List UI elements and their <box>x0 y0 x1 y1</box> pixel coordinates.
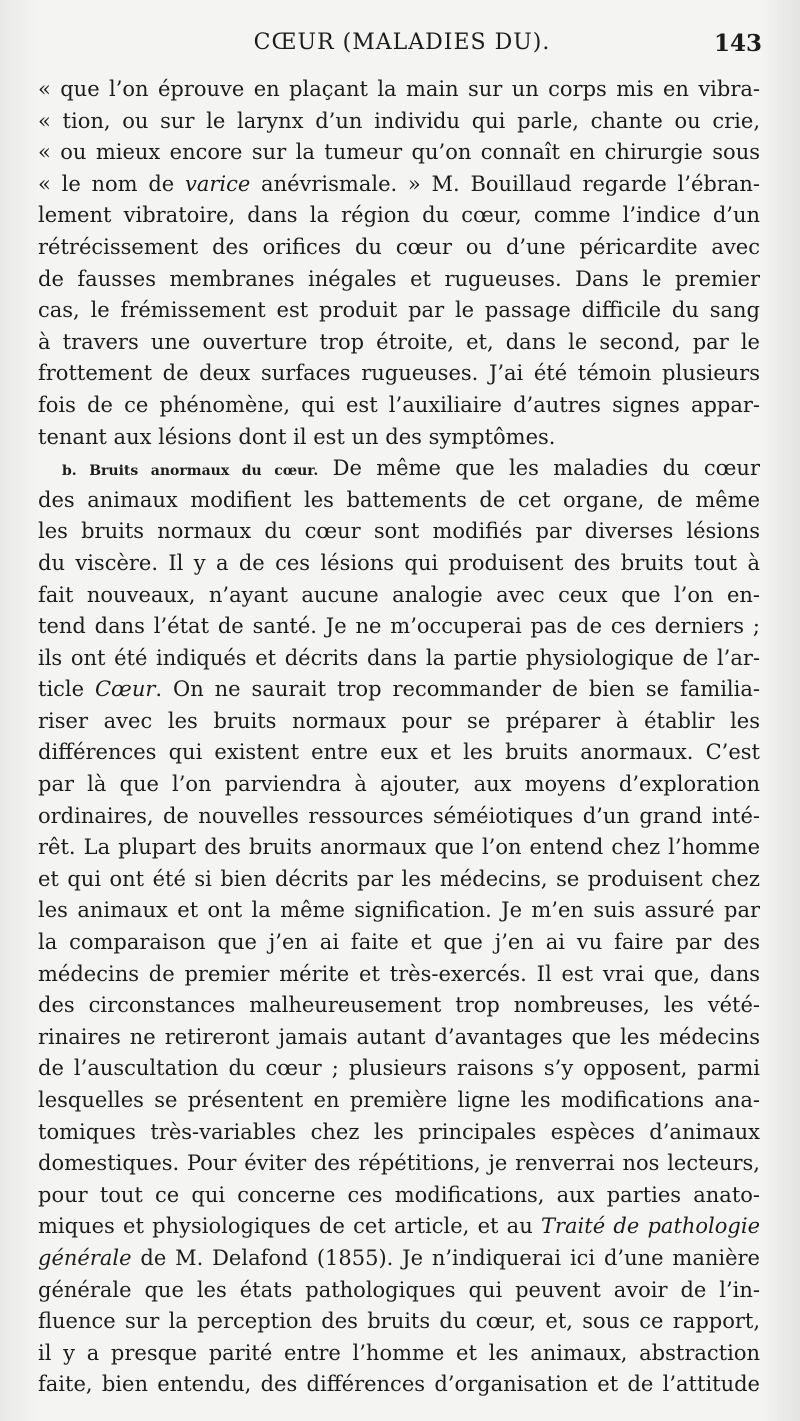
text-line <box>38 1243 760 1275</box>
text-line <box>38 548 760 580</box>
text-run: rêt. La plupart des bruits anormaux que l’on entend chez l’homme <box>38 835 760 860</box>
text-run: du viscère. Il y a de ces lésions qui produisent des bruits tout à <box>38 550 760 575</box>
text-run: rinaires ne retireront jamais autant d’avantages que les médecins <box>38 1024 760 1049</box>
text-line <box>38 832 760 864</box>
text-run: ils ont été indiqués et décrits dans la partie physiologique de l’ar- <box>38 645 760 670</box>
text-line <box>38 137 760 169</box>
text-line <box>38 264 760 296</box>
text-run: médecins de premier mérite et très-exercés. Il est vrai que, dans <box>38 961 760 986</box>
text-line <box>38 643 760 675</box>
text-run: anévrismale. » M. Bouillaud regarde l’ébran- <box>250 171 760 196</box>
text-run: cas, le frémissement est produit par le passage difficile du sang <box>38 298 760 323</box>
text-run: de fausses membranes inégales et rugueuses. Dans le premier <box>38 266 760 291</box>
text-line <box>38 106 760 138</box>
text-line <box>38 516 760 548</box>
text-run: « tion, ou sur le larynx d’un individu qui parle, chante ou crie, <box>38 108 760 133</box>
text-line <box>38 769 760 801</box>
text-run: générale que les états pathologiques qui peuvent avoir de l’in- <box>38 1277 760 1302</box>
text-line <box>38 864 760 896</box>
text-run: domestiques. Pour éviter des répétitions, je renverrai nos lecteurs, <box>38 1151 760 1176</box>
text-line <box>38 1369 760 1401</box>
text-run: la comparaison que j’en ai faite et que j’en ai vu faire par des <box>38 930 760 955</box>
italic-run: générale <box>38 1245 132 1270</box>
text-line <box>38 580 760 612</box>
text-run: fois de ce phénomène, qui est l’auxiliaire d’autres signes appar- <box>38 392 760 417</box>
text-run: « le nom de <box>38 171 185 196</box>
text-line <box>38 1211 760 1243</box>
text-line <box>38 390 760 422</box>
page-header <box>38 28 766 62</box>
running-head: CŒUR (MALADIES DU). <box>253 30 551 55</box>
text-run: les animaux et ont la même signification. Je m’en suis assuré par <box>38 898 760 923</box>
text-run: . On ne saurait trop recommander de bien se familia- <box>155 677 760 702</box>
text-run: il y a presque parité entre l’homme et les animaux, abstraction <box>38 1340 760 1365</box>
text-run: lesquelles se présentent en première ligne les modifications ana- <box>38 1088 760 1112</box>
text-run: fluence sur la perception des bruits du cœur, et, sous ce rapport, <box>38 1309 760 1334</box>
text-line <box>38 1180 760 1212</box>
text-run: pour tout ce qui concerne ces modifications, aux parties anato- <box>38 1182 760 1207</box>
text-line <box>38 1053 760 1085</box>
text-run: fait nouveaux, n’ayant aucune analogie avec ceux que l’on en- <box>38 582 760 607</box>
italic-run: varice <box>184 171 251 196</box>
text-line <box>38 200 760 232</box>
text-line <box>38 706 760 738</box>
text-run: lement vibratoire, dans la région du cœur, comme l’indice d’un <box>38 203 760 228</box>
text-line <box>38 485 760 517</box>
text-line <box>38 327 760 359</box>
text-run: faite, bien entendu, des différences d’organisation et de l’attitude <box>38 1372 760 1397</box>
italic-run: Traité de pathologie <box>540 1214 760 1239</box>
text-line <box>38 611 760 643</box>
text-line <box>38 927 760 959</box>
text-line <box>38 1117 760 1149</box>
text-run: de l’auscultation du cœur ; plusieurs raisons s’y opposent, parmi <box>38 1056 760 1081</box>
text-run: « que l’on éprouve en plaçant la main sur un corps mis en vibra- <box>38 77 760 101</box>
body-text <box>38 74 760 1401</box>
text-line <box>38 1022 760 1054</box>
text-run: riser avec les bruits normaux pour se préparer à établir les <box>38 708 760 733</box>
text-line <box>38 1275 760 1307</box>
text-run: des animaux modifient les battements de cet organe, de même <box>38 487 760 512</box>
text-run: et qui ont été si bien décrits par les médecins, se produisent chez <box>38 866 760 891</box>
text-line <box>38 453 760 485</box>
text-run: De même que les maladies du cœur <box>318 456 760 481</box>
text-run: miques et physiologiques de cet article, et au <box>38 1214 541 1239</box>
italic-run: Cœur <box>94 677 156 702</box>
text-line <box>38 1148 760 1180</box>
text-line <box>38 674 760 706</box>
text-run: de M. Delafond (1855). Je n’indiquerai ici d’une manière <box>131 1245 760 1270</box>
text-run: tenant aux lésions dont il est un des symptômes. <box>38 424 556 449</box>
text-line <box>38 232 760 264</box>
text-run: ordinaires, de nouvelles ressources séméiotiques d’un grand inté- <box>38 803 760 828</box>
text-line <box>38 1306 760 1338</box>
text-line <box>38 358 760 390</box>
text-line <box>38 959 760 991</box>
text-line <box>38 801 760 833</box>
text-line <box>38 295 760 327</box>
text-run: ticle <box>38 677 95 702</box>
text-line <box>38 737 760 769</box>
text-line <box>38 990 760 1022</box>
text-line <box>38 422 760 454</box>
text-run: à travers une ouverture trop étroite, et, dans le second, par le <box>38 329 760 354</box>
text-run: par là que l’on parviendra à ajouter, aux moyens d’exploration <box>38 772 760 797</box>
text-run: les bruits normaux du cœur sont modifiés par diverses lésions <box>38 519 760 544</box>
text-line <box>38 169 760 201</box>
text-run: « ou mieux encore sur la tumeur qu’on connaît en chirurgie sous <box>38 140 760 165</box>
text-line <box>38 1338 760 1370</box>
text-line <box>38 1085 760 1117</box>
text-run: des circonstances malheureusement trop nombreuses, les vété- <box>38 993 760 1018</box>
text-run: tomiques très-variables chez les principales espèces d’animaux <box>38 1119 760 1144</box>
text-run: tend dans l’état de santé. Je ne m’occuperai pas de ces derniers ; <box>38 614 760 639</box>
text-run: frottement de deux surfaces rugueuses. J’ai été témoin plusieurs <box>38 361 760 386</box>
text-line <box>38 895 760 927</box>
text-run: rétrécissement des orifices du cœur ou d’une péricardite avec <box>38 234 760 259</box>
page-number: 143 <box>713 30 762 57</box>
text-run: différences qui existent entre eux et les bruits anormaux. C’est <box>38 740 760 765</box>
section-heading: b. Bruits anormaux du cœur. <box>62 463 319 480</box>
text-line <box>38 74 760 106</box>
